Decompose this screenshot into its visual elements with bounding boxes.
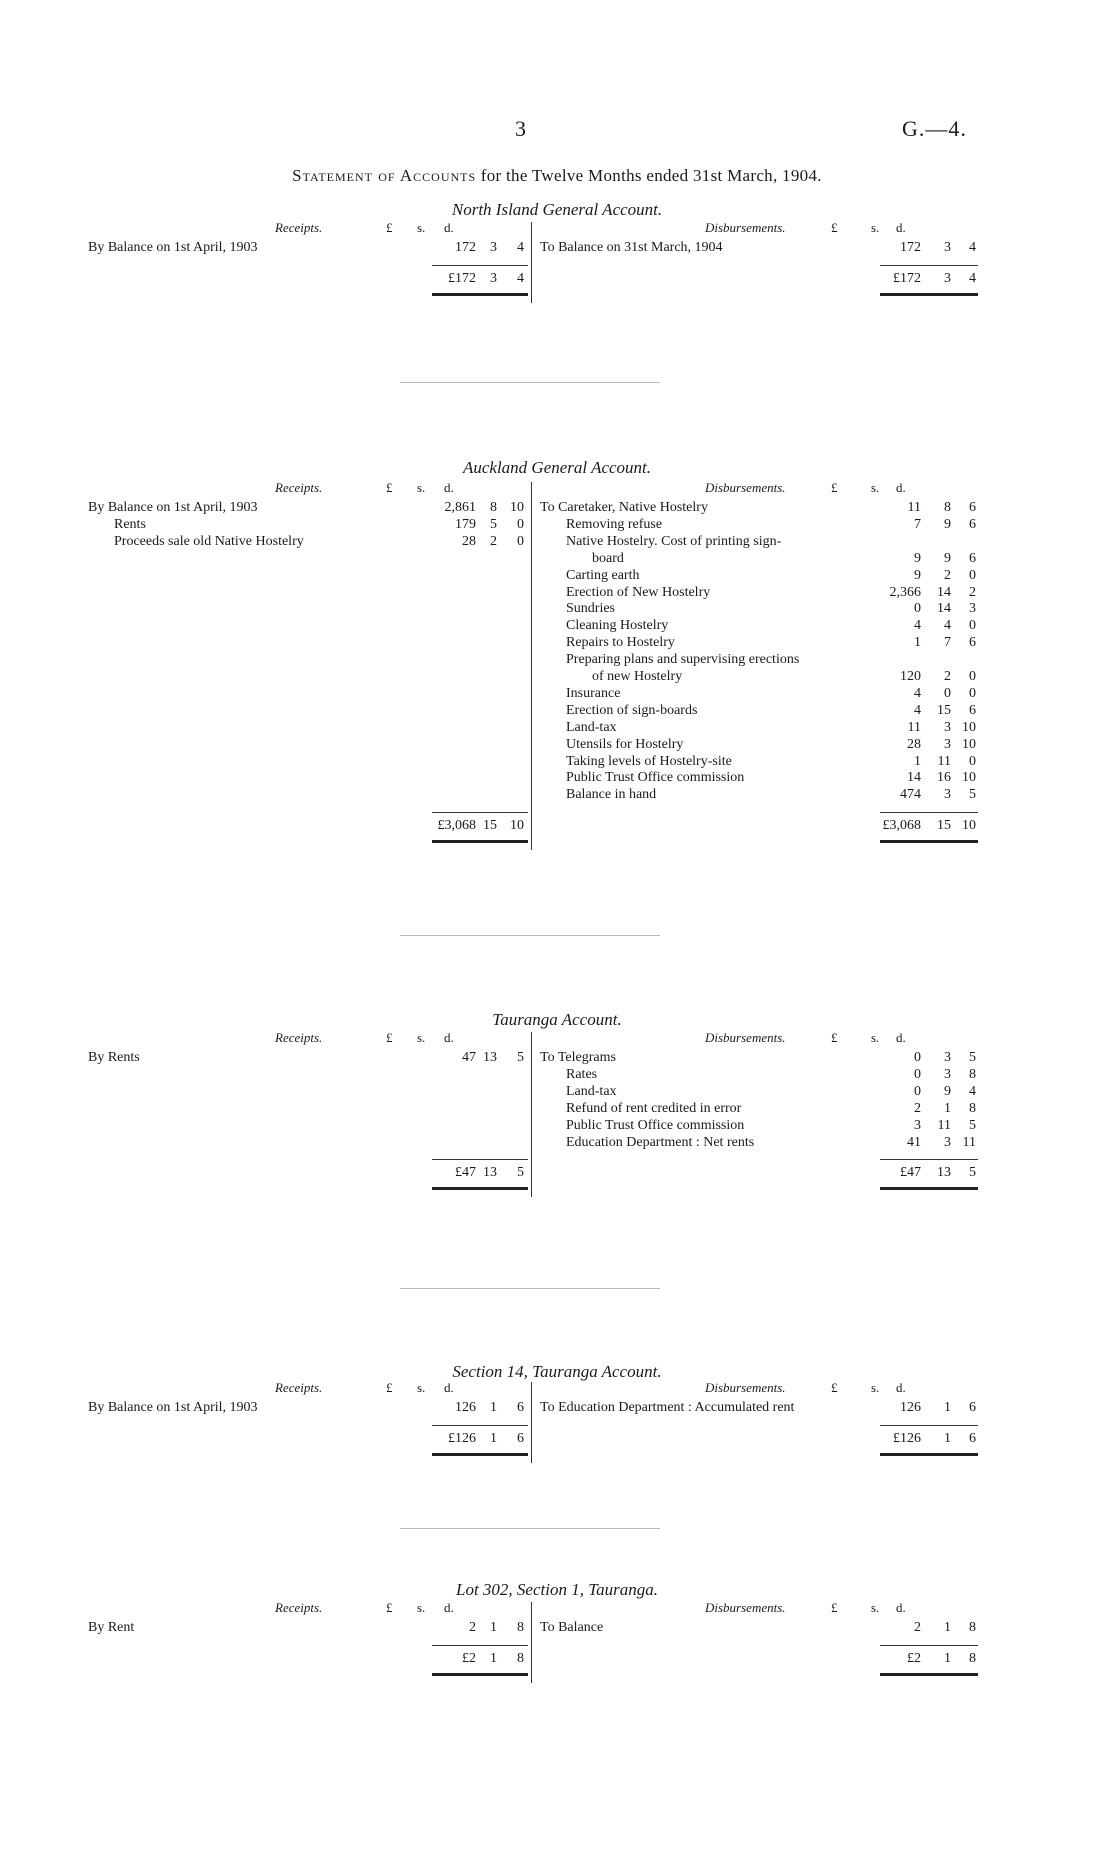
receipt-pence: 4 — [517, 240, 524, 255]
receipt-pence: 8 — [517, 1620, 524, 1635]
disbursement-pence: 10 — [962, 736, 976, 752]
north_island-receipts-heading: Receipts. — [275, 220, 323, 235]
disbursement-pence: 4 — [969, 240, 976, 255]
disbursement-pence: 8 — [969, 1066, 976, 1082]
disbursement-shillings: 9 — [944, 550, 951, 566]
section14-disbursements-total-shillings: 1 — [944, 1430, 951, 1446]
receipt-shillings: 2 — [490, 533, 497, 549]
receipt-line-label: By Balance on 1st April, 1903 — [88, 1400, 258, 1415]
disbursement-pence: 6 — [969, 550, 976, 566]
tauranga-rec-shilling-heading: s. — [417, 1030, 426, 1045]
receipt-line-label: By Balance on 1st April, 1903 — [88, 500, 258, 515]
disbursement-shillings: 7 — [944, 635, 951, 651]
auckland-receipts-total-pence: 10 — [510, 818, 524, 834]
auckland-title: Auckland General Account. — [462, 458, 652, 477]
disbursement-pounds: 1 — [914, 753, 921, 769]
lot302-receipts-double-rule — [432, 1673, 528, 1676]
disbursement-shillings: 3 — [944, 719, 951, 735]
disbursement-pence: 5 — [969, 787, 976, 803]
north_island-rec-shilling-heading: s. — [417, 220, 426, 235]
tauranga-dis-pence-heading: d. — [896, 1030, 906, 1045]
receipt-pence: 0 — [517, 516, 524, 532]
tauranga-receipts-heading: Receipts. — [275, 1030, 323, 1045]
tauranga-dis-shilling-heading: s. — [871, 1030, 880, 1045]
lot302-receipts-total-rule — [432, 1645, 528, 1646]
north_island-disbursements-double-rule — [880, 293, 978, 296]
disbursement-line-label: Removing refuse — [566, 516, 663, 532]
lot302-receipts-total-pence: 8 — [517, 1650, 524, 1666]
auckland-rec-shilling-heading: s. — [417, 480, 426, 495]
tauranga-disbursements-total-pence: 5 — [969, 1165, 976, 1181]
section14-dis-pence-heading: d. — [896, 1380, 906, 1395]
disbursement-pence: 10 — [962, 770, 976, 786]
auckland-dis-shilling-heading: s. — [871, 480, 880, 495]
disbursement-shillings: 11 — [937, 753, 951, 769]
receipt-pounds: 47 — [462, 1050, 476, 1065]
disbursement-line-label: Utensils for Hostelry — [566, 736, 684, 752]
disbursement-pence: 5 — [969, 1050, 976, 1065]
receipt-line-label: By Rents — [88, 1050, 140, 1065]
tauranga-receipts-double-rule — [432, 1187, 528, 1190]
section14-section-separator — [400, 1528, 660, 1529]
disbursement-shillings: 15 — [937, 702, 951, 718]
auckland-receipts-total-pounds: £3,068 — [437, 818, 476, 834]
disbursement-pounds: 2,366 — [889, 584, 921, 600]
disbursement-pounds: 28 — [907, 736, 921, 752]
receipt-pounds: 126 — [455, 1400, 476, 1415]
north_island-column-divider — [531, 222, 532, 303]
disbursement-line-label: Public Trust Office commission — [566, 770, 745, 786]
disbursement-line-label: Rates — [566, 1066, 598, 1082]
disbursement-pence: 0 — [969, 753, 976, 769]
north_island-dis-shilling-heading: s. — [871, 220, 880, 235]
auckland-receipts-total-shillings: 15 — [483, 818, 497, 834]
receipt-pence: 10 — [510, 500, 524, 515]
lot302-disbursements-heading: Disbursements. — [705, 1600, 786, 1615]
disbursement-pence: 6 — [969, 635, 976, 651]
disbursement-line-label: Cleaning Hostelry — [566, 618, 669, 634]
lot302-dis-pound-heading: £ — [831, 1600, 838, 1615]
page-number: 3 — [515, 116, 526, 141]
section14-rec-shilling-heading: s. — [417, 1380, 426, 1395]
statement-title-caps: Statement of Accounts — [292, 166, 477, 185]
receipt-pence: 6 — [517, 1400, 524, 1415]
disbursement-pounds: 0 — [914, 1066, 921, 1082]
disbursement-pence: 4 — [969, 1083, 976, 1099]
north_island-title: North Island General Account. — [451, 200, 663, 219]
tauranga-receipts-total-shillings: 13 — [483, 1165, 497, 1181]
disbursement-line-label: To Caretaker, Native Hostelry — [540, 500, 708, 515]
lot302-rec-shilling-heading: s. — [417, 1600, 426, 1615]
disbursement-pounds: 11 — [907, 719, 921, 735]
disbursement-pence: 3 — [969, 601, 976, 617]
receipt-pence: 0 — [517, 533, 524, 549]
section14-receipts-total-shillings: 1 — [490, 1430, 497, 1446]
tauranga-section-separator — [400, 1288, 660, 1289]
disbursement-line-label: Carting earth — [566, 567, 640, 583]
north_island-section-separator — [400, 382, 660, 383]
disbursement-pence: 2 — [969, 584, 976, 600]
auckland-dis-pence-heading: d. — [896, 480, 906, 495]
north_island-dis-pence-heading: d. — [896, 220, 906, 235]
tauranga-dis-pound-heading: £ — [831, 1030, 838, 1045]
disbursement-shillings: 1 — [944, 1100, 951, 1116]
disbursement-pence: 8 — [969, 1620, 976, 1635]
section14-receipts-total-rule — [432, 1425, 528, 1426]
disbursement-line-label: Land-tax — [566, 1083, 617, 1099]
north_island-disbursements-heading: Disbursements. — [705, 220, 786, 235]
disbursement-pence: 5 — [969, 1117, 976, 1133]
receipt-shillings: 3 — [490, 240, 497, 255]
disbursement-line-label: Repairs to Hostelry — [566, 635, 675, 651]
auckland-dis-pound-heading: £ — [831, 480, 838, 495]
lot302-disbursements-total-shillings: 1 — [944, 1650, 951, 1666]
disbursement-line-label: Taking levels of Hostelry-site — [566, 753, 732, 769]
section14-disbursements-double-rule — [880, 1453, 978, 1456]
receipt-pounds: 179 — [455, 516, 476, 532]
lot302-rec-pence-heading: d. — [444, 1600, 454, 1615]
lot302-disbursements-total-pence: 8 — [969, 1650, 976, 1666]
disbursement-shillings: 14 — [937, 584, 951, 600]
disbursement-pounds: 11 — [907, 500, 921, 515]
lot302-disbursements-double-rule — [880, 1673, 978, 1676]
auckland-rec-pound-heading: £ — [386, 480, 393, 495]
receipt-shillings: 1 — [490, 1620, 497, 1635]
section14-receipts-double-rule — [432, 1453, 528, 1456]
disbursement-pounds: 9 — [914, 550, 921, 566]
section14-rec-pence-heading: d. — [444, 1380, 454, 1395]
disbursement-shillings: 1 — [944, 1620, 951, 1635]
disbursement-shillings: 9 — [944, 1083, 951, 1099]
disbursement-line-label: Refund of rent credited in error — [566, 1100, 742, 1116]
disbursement-pence: 0 — [969, 669, 976, 684]
disbursement-pence: 8 — [969, 1100, 976, 1116]
auckland-column-divider — [531, 482, 532, 850]
section14-disbursements-total-pounds: £126 — [893, 1430, 921, 1446]
receipt-shillings: 8 — [490, 500, 497, 515]
auckland-receipts-total-rule — [432, 812, 528, 813]
disbursement-pence: 6 — [969, 702, 976, 718]
disbursement-pounds: 2 — [914, 1620, 921, 1635]
page-reference: G.—4. — [902, 116, 967, 141]
disbursement-pounds: 3 — [914, 1117, 921, 1133]
north_island-receipts-total-shillings: 3 — [490, 270, 497, 286]
lot302-title: Lot 302, Section 1, Tauranga. — [456, 1580, 658, 1599]
receipt-pence: 5 — [517, 1050, 524, 1065]
receipt-pounds: 28 — [462, 533, 476, 549]
north_island-receipts-total-rule — [432, 265, 528, 266]
section14-dis-shilling-heading: s. — [871, 1380, 880, 1395]
disbursement-line-label: Insurance — [566, 685, 621, 701]
statement-title — [0, 166, 1114, 186]
disbursement-pounds: 0 — [914, 601, 921, 617]
disbursement-line-label: Erection of New Hostelry — [566, 584, 711, 600]
tauranga-title: Tauranga Account. — [492, 1010, 622, 1029]
disbursement-line-label: Public Trust Office commission — [566, 1117, 745, 1133]
section14-rec-pound-heading: £ — [386, 1380, 393, 1395]
auckland-receipts-heading: Receipts. — [275, 480, 323, 495]
receipt-line-label: By Balance on 1st April, 1903 — [88, 240, 258, 255]
auckland-rec-pence-heading: d. — [444, 480, 454, 495]
disbursement-pence: 0 — [969, 567, 976, 583]
north_island-disbursements-total-rule — [880, 265, 978, 266]
disbursement-pounds: 41 — [907, 1134, 921, 1150]
receipt-shillings: 13 — [483, 1050, 497, 1065]
disbursement-pounds: 1 — [914, 635, 921, 651]
disbursement-pence: 6 — [969, 500, 976, 515]
auckland-disbursements-total-shillings: 15 — [937, 818, 951, 834]
tauranga-receipts-total-pence: 5 — [517, 1165, 524, 1181]
tauranga-rec-pence-heading: d. — [444, 1030, 454, 1045]
north_island-disbursements-total-pence: 4 — [969, 270, 976, 286]
lot302-receipts-total-shillings: 1 — [490, 1650, 497, 1666]
tauranga-receipts-total-rule — [432, 1159, 528, 1160]
disbursement-pence: 0 — [969, 618, 976, 634]
receipt-line-label: By Rent — [88, 1620, 135, 1635]
auckland-disbursements-heading: Disbursements. — [705, 480, 786, 495]
lot302-receipts-total-pounds: £2 — [462, 1650, 476, 1666]
section14-dis-pound-heading: £ — [831, 1380, 838, 1395]
receipt-pounds: 172 — [455, 240, 476, 255]
disbursement-shillings: 11 — [937, 1117, 951, 1133]
disbursement-pounds: 4 — [914, 618, 921, 634]
disbursement-shillings: 2 — [944, 567, 951, 583]
receipt-pounds: 2 — [469, 1620, 476, 1635]
disbursement-shillings: 3 — [944, 1050, 951, 1065]
disbursement-pounds: 2 — [914, 1100, 921, 1116]
section14-receipts-total-pounds: £126 — [448, 1430, 476, 1446]
tauranga-disbursements-total-pounds: £47 — [900, 1165, 921, 1181]
disbursement-shillings: 4 — [944, 618, 951, 634]
disbursement-pounds: 4 — [914, 685, 921, 701]
disbursement-shillings: 0 — [944, 685, 951, 701]
statement-title-rest: for the Twelve Months ended 31st March, 1904. — [476, 166, 822, 185]
disbursement-pounds: 172 — [900, 240, 921, 255]
disbursement-line-label: Balance in hand — [566, 787, 657, 803]
disbursement-pounds: 4 — [914, 702, 921, 718]
disbursement-pence: 10 — [962, 719, 976, 735]
tauranga-column-divider — [531, 1032, 532, 1197]
auckland-disbursements-double-rule — [880, 840, 978, 843]
receipt-shillings: 5 — [490, 516, 497, 532]
disbursement-line-label: Sundries — [566, 601, 615, 617]
disbursement-line-continuation: board — [592, 550, 624, 566]
tauranga-disbursements-total-rule — [880, 1159, 978, 1160]
disbursement-pounds: 126 — [900, 1400, 921, 1415]
disbursement-shillings: 14 — [937, 601, 951, 617]
disbursement-line-label: Native Hostelry. Cost of printing sign- — [566, 533, 782, 549]
receipt-line-label: Rents — [114, 516, 146, 532]
section14-column-divider — [531, 1382, 532, 1463]
disbursement-line-label: Preparing plans and supervising erections — [566, 652, 800, 668]
section14-disbursements-total-pence: 6 — [969, 1430, 976, 1446]
tauranga-disbursements-total-shillings: 13 — [937, 1165, 951, 1181]
lot302-receipts-heading: Receipts. — [275, 1600, 323, 1615]
disbursement-shillings: 3 — [944, 1134, 951, 1150]
auckland-section-separator — [400, 935, 660, 936]
disbursement-shillings: 9 — [944, 516, 951, 532]
section14-disbursements-heading: Disbursements. — [705, 1380, 786, 1395]
lot302-rec-pound-heading: £ — [386, 1600, 393, 1615]
disbursement-shillings: 8 — [944, 500, 951, 515]
lot302-disbursements-total-rule — [880, 1645, 978, 1646]
section14-receipts-heading: Receipts. — [275, 1380, 323, 1395]
tauranga-rec-pound-heading: £ — [386, 1030, 393, 1045]
disbursement-pence: 0 — [969, 685, 976, 701]
north_island-rec-pence-heading: d. — [444, 220, 454, 235]
disbursement-line-label: Erection of sign-boards — [566, 702, 698, 718]
lot302-dis-pence-heading: d. — [896, 1600, 906, 1615]
tauranga-disbursements-double-rule — [880, 1187, 978, 1190]
disbursement-line-label: To Education Department : Accumulated rent — [540, 1400, 795, 1415]
section14-title: Section 14, Tauranga Account. — [452, 1362, 662, 1381]
auckland-disbursements-total-rule — [880, 812, 978, 813]
disbursement-line-label: To Balance on 31st March, 1904 — [540, 240, 723, 255]
disbursement-line-label: To Telegrams — [540, 1050, 616, 1065]
section14-receipts-total-pence: 6 — [517, 1430, 524, 1446]
disbursement-shillings: 3 — [944, 787, 951, 803]
receipt-pounds: 2,861 — [444, 500, 476, 515]
tauranga-disbursements-heading: Disbursements. — [705, 1030, 786, 1045]
north_island-rec-pound-heading: £ — [386, 220, 393, 235]
disbursement-line-continuation: of new Hostelry — [592, 669, 683, 684]
disbursement-pounds: 0 — [914, 1083, 921, 1099]
north_island-receipts-double-rule — [432, 293, 528, 296]
disbursement-line-label: Land-tax — [566, 719, 617, 735]
disbursement-line-label: To Balance — [540, 1620, 604, 1635]
north_island-receipts-total-pence: 4 — [517, 270, 524, 286]
lot302-dis-shilling-heading: s. — [871, 1600, 880, 1615]
disbursement-pounds: 9 — [914, 567, 921, 583]
auckland-receipts-double-rule — [432, 840, 528, 843]
north_island-dis-pound-heading: £ — [831, 220, 838, 235]
disbursement-shillings: 1 — [944, 1400, 951, 1415]
disbursement-pounds: 14 — [907, 770, 921, 786]
disbursement-shillings: 3 — [944, 736, 951, 752]
disbursement-pounds: 7 — [914, 516, 921, 532]
disbursement-pence: 11 — [962, 1134, 976, 1150]
north_island-disbursements-total-shillings: 3 — [944, 270, 951, 286]
lot302-disbursements-total-pounds: £2 — [907, 1650, 921, 1666]
disbursement-shillings: 3 — [944, 240, 951, 255]
disbursement-shillings: 2 — [944, 669, 951, 684]
disbursement-shillings: 3 — [944, 1066, 951, 1082]
auckland-disbursements-total-pounds: £3,068 — [882, 818, 921, 834]
section14-disbursements-total-rule — [880, 1425, 978, 1426]
disbursement-pounds: 0 — [914, 1050, 921, 1065]
disbursement-pounds: 474 — [900, 787, 921, 803]
disbursement-shillings: 16 — [937, 770, 951, 786]
receipt-line-label: Proceeds sale old Native Hostelry — [114, 533, 304, 549]
receipt-shillings: 1 — [490, 1400, 497, 1415]
tauranga-receipts-total-pounds: £47 — [455, 1165, 476, 1181]
disbursement-line-label: Education Department : Net rents — [566, 1134, 755, 1150]
disbursement-pence: 6 — [969, 1400, 976, 1415]
disbursement-pence: 6 — [969, 516, 976, 532]
north_island-disbursements-total-pounds: £172 — [893, 270, 921, 286]
disbursement-pounds: 120 — [900, 669, 921, 684]
north_island-receipts-total-pounds: £172 — [448, 270, 476, 286]
lot302-column-divider — [531, 1602, 532, 1683]
auckland-disbursements-total-pence: 10 — [962, 818, 976, 834]
